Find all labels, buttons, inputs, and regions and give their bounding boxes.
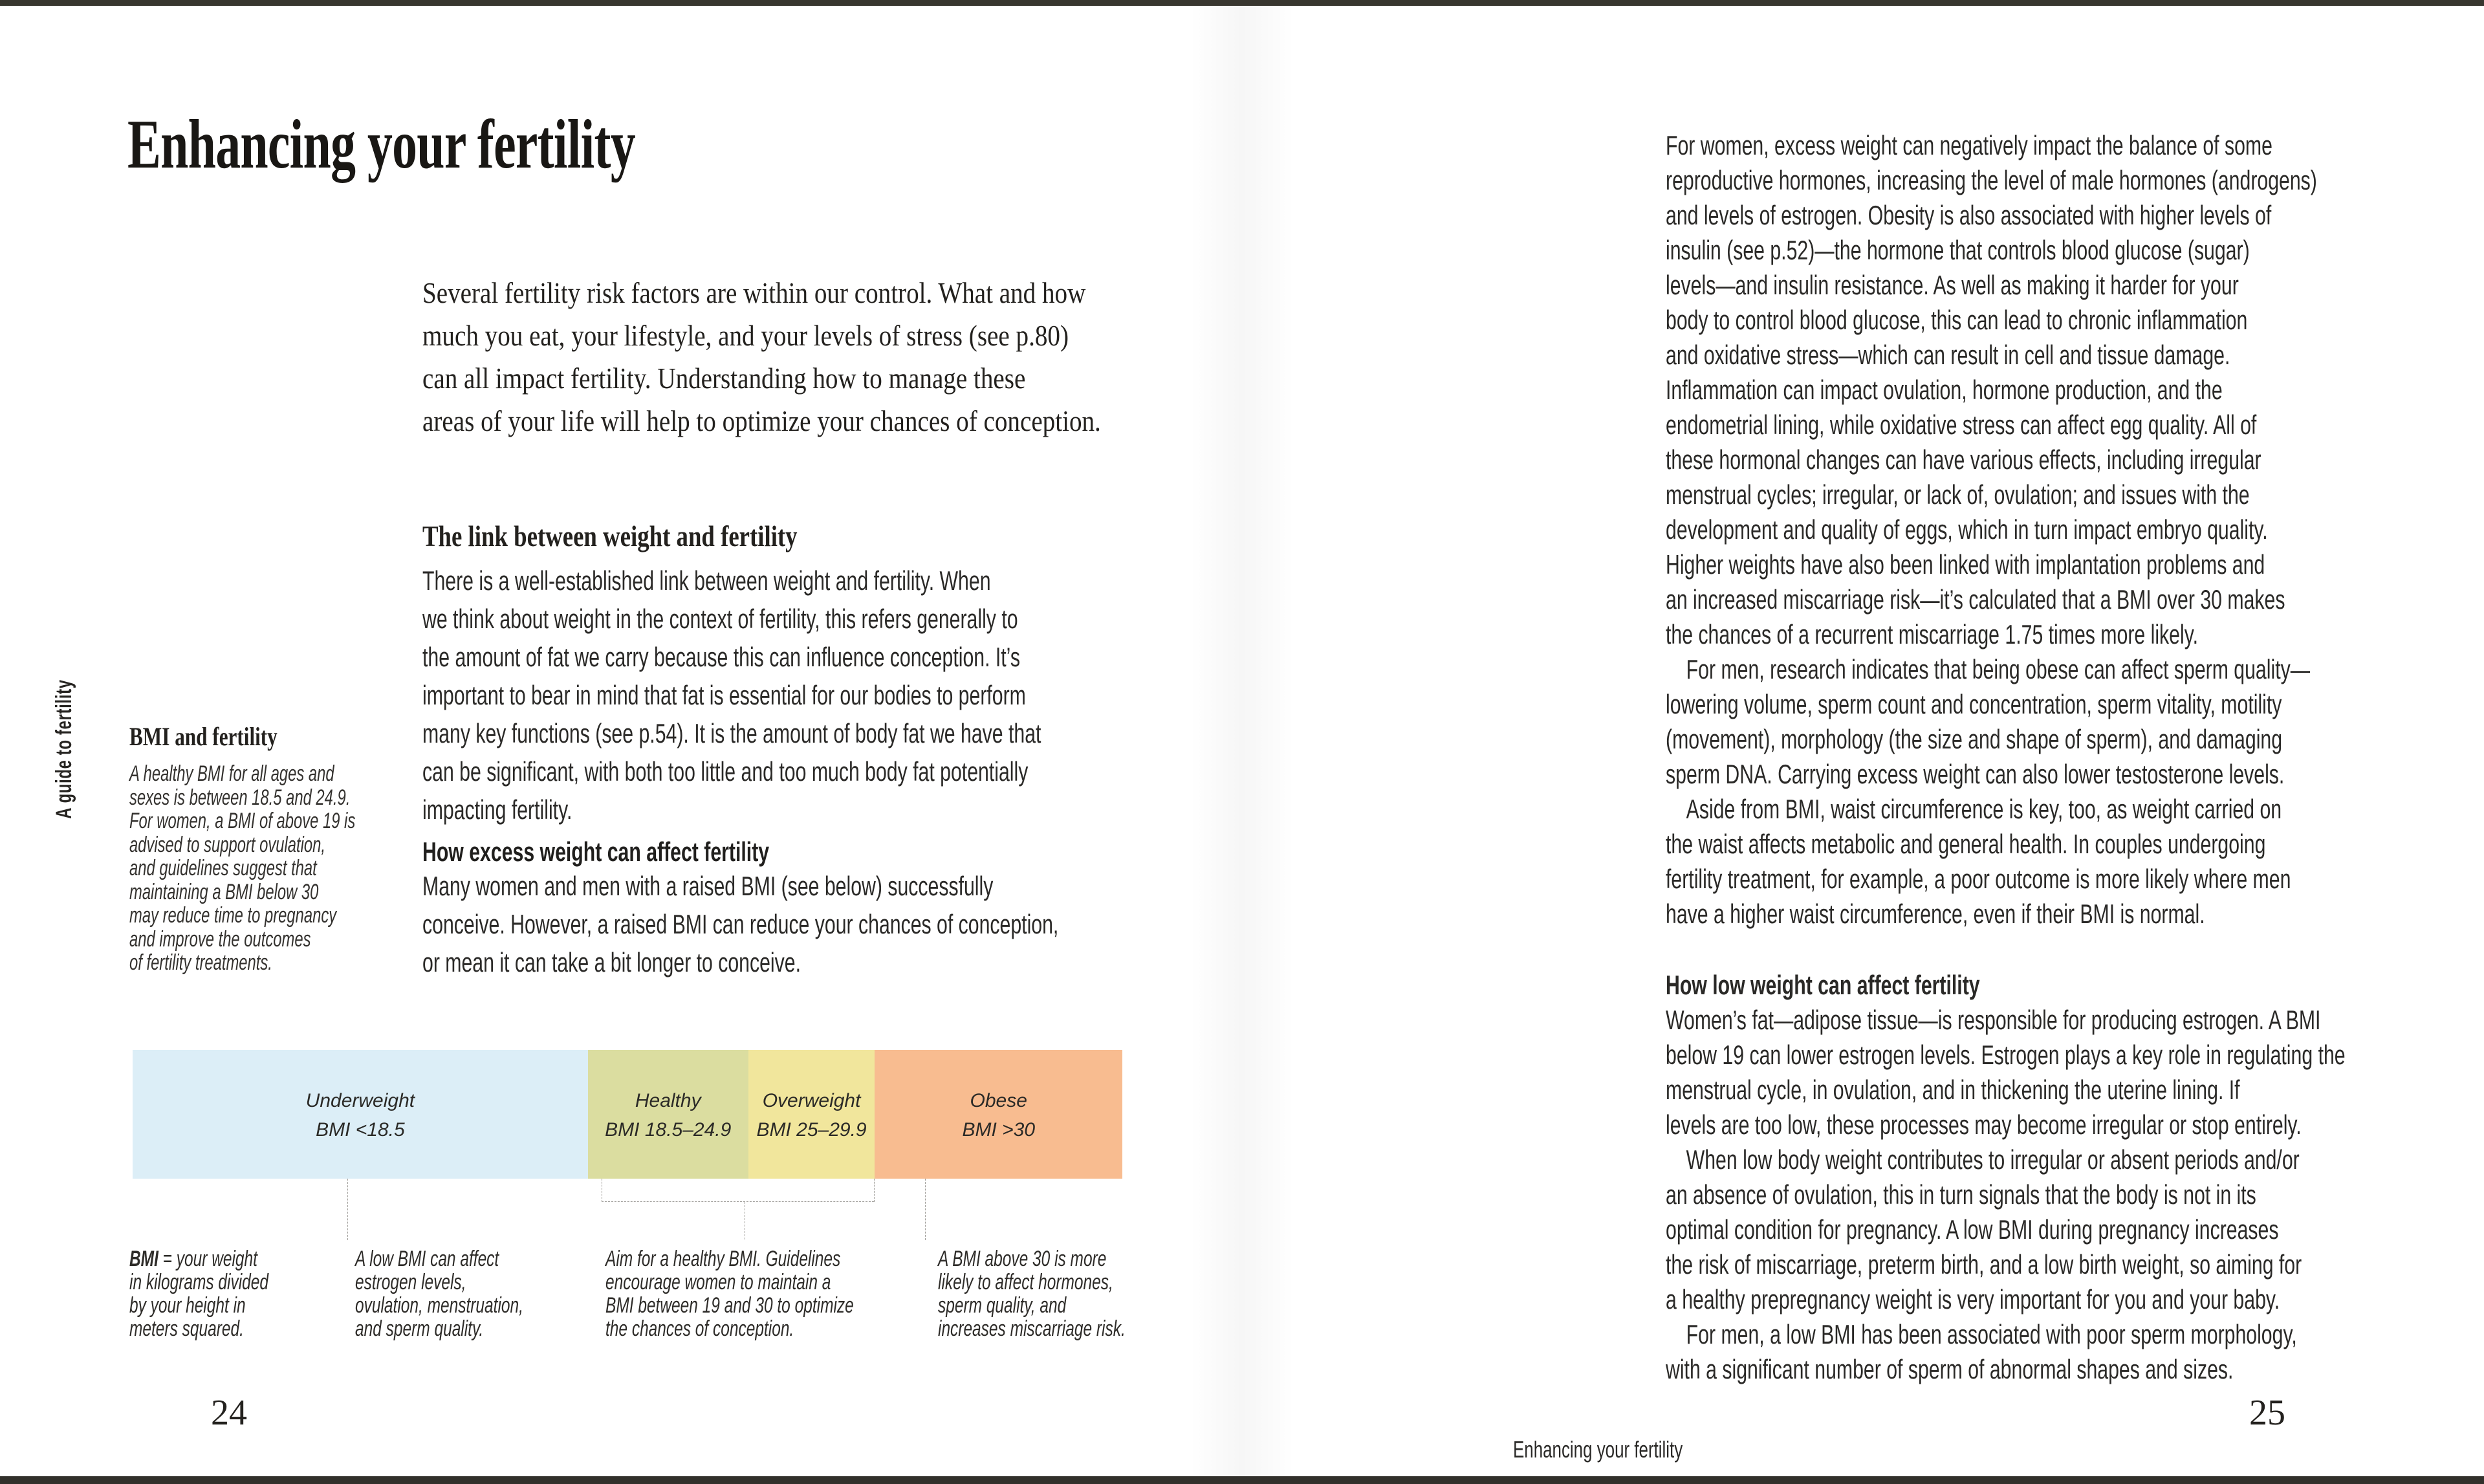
segment-label: Obese (970, 1090, 1027, 1111)
text-line: much you eat, your lifestyle, and your levels of stress (see p.80) (422, 319, 1069, 352)
text-line: There is a well-established link between weight and fertility. When (422, 565, 991, 596)
page-title: Enhancing your fertility (127, 106, 635, 183)
text-line: we think about weight in the context of fertility, this refers generally to (422, 604, 1018, 634)
text-line: increases miscarriage risk. (938, 1316, 1126, 1341)
bmi-annotation-4 (938, 1247, 1158, 1340)
text-line: advised to support ovulation, (129, 832, 325, 857)
text-line: A low BMI can affect (355, 1247, 499, 1271)
text-line: fertility treatment, for example, a poor outcome is more likely where men (1666, 864, 2291, 894)
text-line: Higher weights have also been linked with implantation problems and (1666, 549, 2265, 580)
text-line: menstrual cycles; irregular, or lack of, ovulation; and issues with the (1666, 479, 2250, 510)
segment-label: Underweight (305, 1090, 415, 1111)
text-line: levels—and insulin resistance. As well as making it harder for your (1666, 270, 2239, 300)
text-line: areas of your life will help to optimize your chances of conception. (422, 404, 1101, 437)
text-line: menstrual cycle, in ovulation, and in thickening the uterine lining. If (1666, 1075, 2240, 1105)
text-line: an increased miscarriage risk—it’s calculated that a BMI over 30 makes (1666, 584, 2285, 615)
page-bottom-edge (0, 1476, 2484, 1484)
text-line: can be significant, with both too little and too much body fat potentially (422, 756, 1029, 787)
text-line: with a significant number of sperm of abnormal shapes and sizes. (1666, 1354, 2234, 1384)
bmi-segment-underweight (133, 1050, 588, 1179)
segment-range: BMI <18.5 (316, 1119, 405, 1140)
text-line: and guidelines suggest that (129, 856, 317, 880)
text-line: an absence of ovulation, this in turn signals that the body is not in its (1666, 1179, 2256, 1210)
text-line: Inflammation can impact ovulation, hormone production, and the (1666, 375, 2223, 405)
weight-section-heading: The link between weight and fertility (422, 519, 798, 552)
text-line: sperm DNA. Carrying excess weight can also lower testosterone levels. (1666, 759, 2285, 789)
text-line: of fertility treatments. (129, 950, 272, 975)
text-line: ovulation, menstruation, (355, 1293, 523, 1318)
text-line: sperm quality, and (938, 1293, 1067, 1318)
text-line: in kilograms divided (129, 1270, 268, 1294)
text-line: by your height in (129, 1293, 246, 1318)
text-line: meters squared. (129, 1316, 244, 1341)
text-line: Several fertility risk factors are within our control. What and how (422, 276, 1086, 309)
text-line: likely to affect hormones, (938, 1270, 1113, 1294)
connector-bracket-bar (602, 1201, 874, 1202)
text-line: the chances of a recurrent miscarriage 1.75 times more likely. (1666, 619, 2198, 649)
text-line: below 19 can lower estrogen levels. Estrogen plays a key role in regulating the (1666, 1040, 2346, 1070)
text-line: may reduce time to pregnancy (129, 903, 337, 928)
text-line: BMI = your weight (129, 1247, 257, 1271)
segment-label: Overweight (762, 1090, 861, 1111)
text-line: Aim for a healthy BMI. Guidelines (605, 1247, 841, 1271)
text-line: many key functions (see p.54). It is the amount of body fat we have that (422, 718, 1041, 748)
text-line: BMI between 19 and 30 to optimize (605, 1293, 854, 1318)
segment-label: Healthy (635, 1090, 701, 1111)
text-line: can all impact fertility. Understanding how to manage these (422, 362, 1026, 395)
segment-range: BMI >30 (962, 1119, 1036, 1140)
page-number-left: 24 (211, 1393, 247, 1433)
text-line: maintaining a BMI below 30 (129, 879, 319, 904)
text-line: A healthy BMI for all ages and (129, 761, 334, 786)
side-tab-vertical-label: A guide to fertility (52, 679, 76, 819)
bmi-segment-obese (875, 1050, 1122, 1179)
text-line: and sperm quality. (355, 1316, 484, 1341)
page-top-edge (0, 0, 2484, 6)
connector-bracket-right (874, 1179, 875, 1202)
weight-section-body (422, 562, 1281, 829)
sidebar-heading: BMI and fertility (129, 722, 278, 751)
text-line: estrogen levels, (355, 1270, 466, 1294)
bold-lead: BMI (129, 1247, 158, 1271)
text-line: and levels of estrogen. Obesity is also associated with higher levels of (1666, 200, 2272, 230)
text-line: the risk of miscarriage, preterm birth, and a low birth weight, so aiming for (1666, 1249, 2302, 1280)
text-line: (movement), morphology (the size and shape of sperm), and damaging (1666, 724, 2283, 754)
low-weight-section-heading: How low weight can affect fertility (1666, 970, 1980, 1000)
text-line: endometrial lining, while oxidative stress can affect egg quality. All of (1666, 409, 2257, 440)
page-number-right: 25 (2249, 1393, 2285, 1433)
text-line: reproductive hormones, increasing the level of male hormones (androgens) (1666, 165, 2317, 195)
text-line: Many women and men with a raised BMI (see below) successfully (422, 871, 994, 901)
connector-obese (925, 1179, 926, 1240)
text-line: have a higher waist circumference, even if their BMI is normal. (1666, 899, 2205, 929)
text-line: For women, a BMI of above 19 is (129, 809, 356, 833)
text-line: Women’s fat—adipose tissue—is responsible for producing estrogen. A BMI (1666, 1005, 2321, 1035)
right-page-body (1666, 128, 2429, 1387)
text-line: and improve the outcomes (129, 926, 311, 952)
text-line: levels are too low, these processes may become irregular or stop entirely. (1666, 1109, 2302, 1140)
text-line: the chances of conception. (605, 1316, 794, 1341)
text-line: A BMI above 30 is more (938, 1247, 1107, 1271)
bmi-segment-healthy (588, 1050, 748, 1179)
text-line: For men, research indicates that being obese can affect sperm quality— (1686, 654, 2310, 684)
bmi-annotation-3 (605, 1247, 884, 1340)
text-line: When low body weight contributes to irregular or absent periods and/or (1686, 1144, 2300, 1175)
running-footer: Enhancing your fertility (1513, 1436, 1683, 1463)
page-gutter (1190, 6, 1294, 1476)
segment-range: BMI 18.5–24.9 (605, 1119, 732, 1140)
text-line: the waist affects metabolic and general health. In couples undergoing (1666, 829, 2266, 859)
bmi-annotation-2 (355, 1247, 575, 1340)
bmi-chart (133, 1050, 1122, 1179)
intro-paragraph (422, 272, 1221, 442)
text-line: or mean it can take a bit longer to conceive. (422, 947, 801, 977)
text-line: optimal condition for pregnancy. A low BMI during pregnancy increases (1666, 1214, 2279, 1245)
bmi-segment-overweight (748, 1050, 875, 1179)
text-line: these hormonal changes can have various effects, including irregular (1666, 444, 2261, 475)
text-line: important to bear in mind that fat is essential for our bodies to perform (422, 680, 1026, 710)
text-line: a healthy prepregnancy weight is very important for you and your baby. (1666, 1284, 2280, 1315)
connector-underweight (347, 1179, 348, 1240)
text-line: insulin (see p.52)—the hormone that controls blood glucose (sugar) (1666, 235, 2250, 265)
text-line: body to control blood glucose, this can lead to chronic inflammation (1666, 305, 2248, 335)
excess-section-body (422, 867, 1306, 981)
segment-range: BMI 25–29.9 (756, 1119, 867, 1140)
text-line: encourage women to maintain a (605, 1270, 831, 1294)
text-line: impacting fertility. (422, 794, 572, 825)
text-line: Aside from BMI, waist circumference is key, too, as weight carried on (1686, 794, 2282, 824)
text-line: lowering volume, sperm count and concentration, sperm vitality, motility (1666, 689, 2282, 719)
sidebar-body (129, 762, 452, 975)
bmi-annotation-1 (129, 1247, 343, 1340)
text-line: and oxidative stress—which can result in cell and tissue damage. (1666, 340, 2230, 370)
text-line: conceive. However, a raised BMI can reduce your chances of conception, (422, 909, 1059, 939)
text-line: the amount of fat we carry because this can influence conception. It’s (422, 642, 1020, 672)
text-line: sexes is between 18.5 and 24.9. (129, 785, 351, 810)
text-line: For women, excess weight can negatively impact the balance of some (1666, 130, 2272, 160)
text-line: development and quality of eggs, which in turn impact embryo quality. (1666, 514, 2268, 545)
text-line: For men, a low BMI has been associated with poor sperm morphology, (1686, 1319, 2297, 1349)
excess-section-heading: How excess weight can affect fertility (422, 836, 770, 867)
